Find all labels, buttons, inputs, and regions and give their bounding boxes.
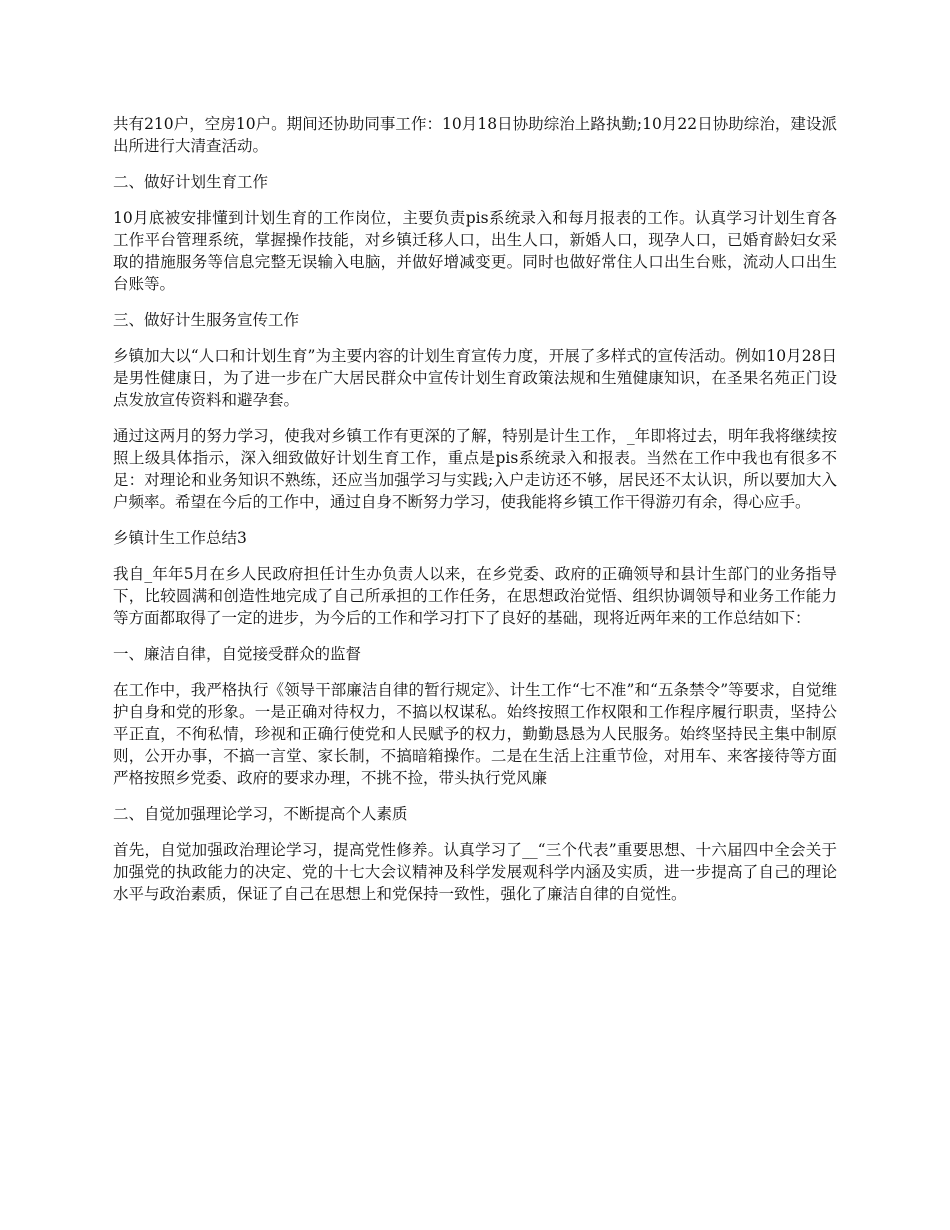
section-heading: 一、廉洁自律，自觉接受群众的监督 <box>113 645 362 663</box>
section-heading: 三、做好计生服务宣传工作 <box>113 311 300 329</box>
paragraph: 共有210户，空房10户。期间还协助同事工作：10月18日协助综治上路执勤;10月22日协助综治，建设派出所进行大清查活动。 <box>113 115 837 155</box>
paragraph: 通过这两月的努力学习，使我对乡镇工作有更深的了解，特别是计生工作，_年即将过去，明年我将继续按照上级具体指示，深入细致做好计划生育工作，重点是pis系统录入和报表。当然在工作中我也有很多不足：对理论和业务知识不熟练，还应当加强学习与实践;入户走访还不够，居民还不太认识，所以要加大入户频率。希望在今后的工作中，通过自身不断努力学习，使我能将乡镇工作干得游刃有余，得心应手。 <box>113 427 837 511</box>
paragraph: 我自_年年5月在乡人民政府担任计生办负责人以来，在乡党委、政府的正确领导和县计生部门的业务指导下，比较圆满和创造性地完成了自己所承担的工作任务，在思想政治觉悟、组织协调领导和业务工作能力等方面都取得了一定的进步，为今后的工作和学习打下了良好的基础，现将近两年来的工作总结如下： <box>113 565 837 627</box>
section-heading: 二、自觉加强理论学习，不断提高个人素质 <box>113 805 408 823</box>
document-page <box>113 113 837 919</box>
section-heading: 二、做好计划生育工作 <box>113 173 269 191</box>
section-heading: 乡镇计生工作总结3 <box>113 529 247 547</box>
paragraph: 10月底被安排懂到计划生育的工作岗位，主要负责pis系统录入和每月报表的工作。认真学习计划生育各工作平台管理系统，掌握操作技能，对乡镇迁移人口，出生人口，新婚人口，现孕人口，已婚育龄妇女采取的措施服务等信息完整无误输入电脑，并做好增减变更。同时也做好常住人口出生台账，流动人口出生台账等。 <box>113 209 837 293</box>
paragraph: 在工作中，我严格执行《领导干部廉洁自律的暂行规定》、计生工作“七不准”和“五条禁令”等要求，自觉维护自身和党的形象。一是正确对待权力，不搞以权谋私。始终按照工作权限和工作程序履行职责，坚持公平正直，不徇私情，珍视和正确行使党和人民赋予的权力，勤勤恳恳为人民服务。始终坚持民主集中制原则，公开办事，不搞一言堂、家长制，不搞暗箱操作。二是在生活上注重节俭，对用车、来客接待等方面严格按照乡党委、政府的要求办理，不挑不捡，带头执行党风廉 <box>113 681 837 787</box>
paragraph: 首先，自觉加强政治理论学习，提高党性修养。认真学习了__“三个代表”重要思想、十六届四中全会关于加强党的执政能力的决定、党的十七大会议精神及科学发展观科学内涵及实质，进一步提高了自己的理论水平与政治素质，保证了自己在思想上和党保持一致性，强化了廉洁自律的自觉性。 <box>113 841 837 903</box>
paragraph: 乡镇加大以“人口和计划生育”为主要内容的计划生育宣传力度，开展了多样式的宣传活动。例如10月28日是男性健康日，为了进一步在广大居民群众中宣传计划生育政策法规和生殖健康知识，在圣果名苑正门设点发放宣传资料和避孕套。 <box>113 347 837 409</box>
